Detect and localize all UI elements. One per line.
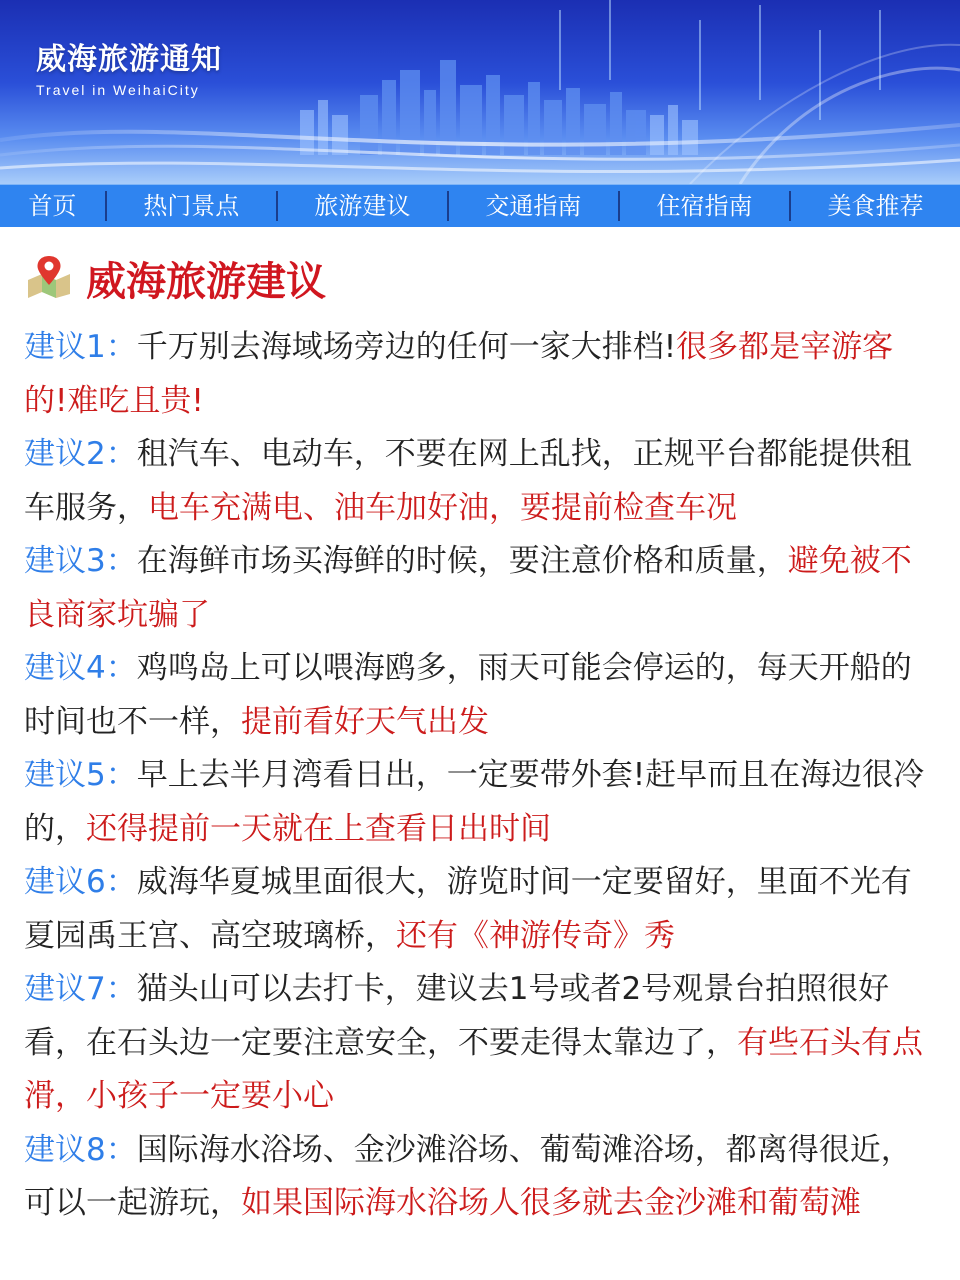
tip-text: 猫头山可以去打卡，建议去1号或者2号观景台拍照很好看，在石头边一定要注意安全，不要走得太靠边了，	[24, 971, 890, 1061]
list-item	[24, 321, 936, 428]
nav-item-lodging[interactable]: 住宿指南	[656, 192, 753, 220]
tip-text: 在海鲜市场买海鲜的时候，要注意价格和质量，	[136, 543, 788, 579]
main-nav	[0, 184, 960, 227]
site-subtitle: Travel in WeihaiCity	[36, 82, 200, 98]
nav-item-transport[interactable]: 交通指南	[485, 192, 582, 220]
tip-text: 威海华夏城里面很大，游览时间一定要留好，里面不光有夏园禹王宫、高空玻璃桥，	[24, 864, 912, 954]
list-item	[24, 749, 936, 856]
site-title: 威海旅游通知	[36, 42, 222, 77]
tip-highlight: 很多都是宰游客的!难吃且贵!	[24, 329, 894, 419]
list-item	[24, 428, 936, 535]
tip-highlight: 有些石头有点滑，小孩子一定要小心	[24, 1024, 923, 1114]
tip-label: 建议2：	[24, 436, 137, 472]
tip-label: 建议8：	[24, 1131, 137, 1168]
list-item	[24, 642, 936, 749]
tip-text: 早上去半月湾看日出，一定要带外套!赶早而且在海边很冷的，	[24, 757, 925, 847]
nav-item-attractions[interactable]: 热门景点	[143, 192, 240, 220]
header-banner	[0, 0, 960, 184]
tip-label: 建议4：	[24, 650, 137, 686]
tip-highlight: 还有《神游传奇》秀	[396, 917, 675, 954]
tip-highlight: 如果国际海水浴场人很多就去金沙滩和葡萄滩	[241, 1185, 861, 1221]
tip-text: 千万别去海域场旁边的任何一家大排档!	[136, 329, 677, 365]
map-pin-icon	[24, 254, 74, 302]
nav-item-food[interactable]: 美食推荐	[827, 192, 924, 220]
list-item	[24, 1124, 936, 1231]
tip-highlight: 电车充满电、油车加好油，要提前检查车况	[148, 489, 737, 526]
list-item	[24, 535, 936, 642]
nav-item-home[interactable]: 首页	[28, 192, 77, 220]
tip-text: 租汽车、电动车，不要在网上乱找，正规平台都能提供租车服务，	[24, 436, 912, 526]
tip-text: 国际海水浴场、金沙滩浴场、葡萄滩浴场，都离得很近，可以一起游玩，	[24, 1131, 912, 1221]
tip-label: 建议6：	[24, 864, 137, 900]
tip-label: 建议3：	[24, 543, 137, 579]
section-title: 威海旅游建议	[86, 258, 326, 305]
main-content	[0, 227, 936, 1231]
tip-label: 建议1：	[24, 329, 137, 365]
tip-highlight: 提前看好天气出发	[241, 703, 489, 740]
nav-item-travel-tips[interactable]: 旅游建议	[314, 192, 411, 220]
tip-label: 建议7：	[24, 971, 137, 1007]
list-item	[24, 963, 936, 1124]
tip-label: 建议5：	[24, 757, 137, 793]
section-header	[24, 247, 936, 309]
tip-highlight: 避免被不良商家坑骗了	[24, 543, 912, 633]
tip-text: 鸡鸣岛上可以喂海鸥多，雨天可能会停运的，每天开船的时间也不一样，	[24, 650, 912, 740]
list-item	[24, 856, 936, 963]
tips-list	[24, 321, 936, 1231]
tip-highlight: 还得提前一天就在上查看日出时间	[86, 810, 551, 847]
